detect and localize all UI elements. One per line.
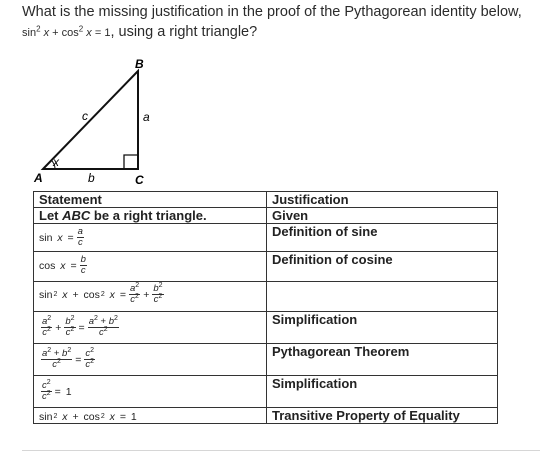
math-expression: sin 2 x + cos 2 x = 1 bbox=[39, 411, 137, 423]
table-row bbox=[34, 408, 498, 424]
side-b-label: b bbox=[88, 171, 95, 185]
table-row bbox=[34, 312, 498, 344]
statement-cell bbox=[34, 408, 267, 424]
header-statement: Statement bbox=[34, 192, 267, 208]
table-row bbox=[34, 376, 498, 408]
angle-x-label: x bbox=[53, 155, 59, 169]
statement-cell bbox=[34, 344, 267, 376]
vertex-c-label: C bbox=[135, 173, 144, 187]
proof-table bbox=[33, 191, 498, 424]
justification-cell: Pythagorean Theorem bbox=[267, 344, 498, 376]
statement-cell bbox=[34, 312, 267, 344]
justification-cell: Transitive Property of Equality bbox=[267, 408, 498, 424]
divider-line bbox=[22, 450, 540, 451]
math-expression: cos x = $\frac{b}{c}$ bbox=[39, 254, 86, 276]
table-header-row bbox=[34, 192, 498, 208]
math-expression: $\frac{c^2}{c^2}$ = 1 bbox=[42, 378, 72, 402]
statement-cell: Let ABC be a right triangle. bbox=[34, 208, 267, 224]
side-c-label: c bbox=[82, 109, 88, 123]
statement-cell bbox=[34, 282, 267, 312]
right-triangle-figure bbox=[0, 0, 542, 195]
header-justification: Justification bbox=[267, 192, 498, 208]
table-row bbox=[34, 224, 498, 252]
right-angle-marker bbox=[124, 155, 138, 169]
justification-cell: Given bbox=[267, 208, 498, 224]
question-text-before: What is the missing justification in the proof of the Pythagorean identity below, bbox=[22, 4, 522, 20]
justification-cell: Simplification bbox=[267, 376, 498, 408]
justification-cell: Definition of cosine bbox=[267, 252, 498, 282]
table-row bbox=[34, 282, 498, 312]
side-a-label: a bbox=[143, 110, 150, 124]
math-expression: sin x = $\frac{a}{c}$ bbox=[39, 226, 83, 248]
math-expression: $\frac{a^2 + b^2}{c^2}$ = $\frac{c^2}{c^2}$ bbox=[42, 346, 95, 370]
justification-cell-missing bbox=[267, 282, 498, 312]
vertex-b-label: B bbox=[135, 57, 144, 71]
vertex-a-label: A bbox=[34, 171, 43, 185]
question-text-after: , using a right triangle? bbox=[110, 24, 258, 40]
identity-equation: $\sin^2 x + \cos^2 x = 1$ bbox=[22, 24, 111, 39]
table-row bbox=[34, 252, 498, 282]
justification-cell: Definition of sine bbox=[267, 224, 498, 252]
justification-cell: Simplification bbox=[267, 312, 498, 344]
statement-cell bbox=[34, 224, 267, 252]
math-expression: $\frac{a^2}{c^2}$ + $\frac{b^2}{c^2}$ = $\frac{a^2 + b^2}{c^2}$ bbox=[42, 314, 118, 338]
statement-cell bbox=[34, 376, 267, 408]
statement-cell bbox=[34, 252, 267, 282]
table-row bbox=[34, 344, 498, 376]
math-expression: sin 2 x + cos 2 x = $\frac{a^2}{c^2}$ + $\frac{b^2}{c^2}$ bbox=[39, 281, 163, 305]
table-row bbox=[34, 208, 498, 224]
